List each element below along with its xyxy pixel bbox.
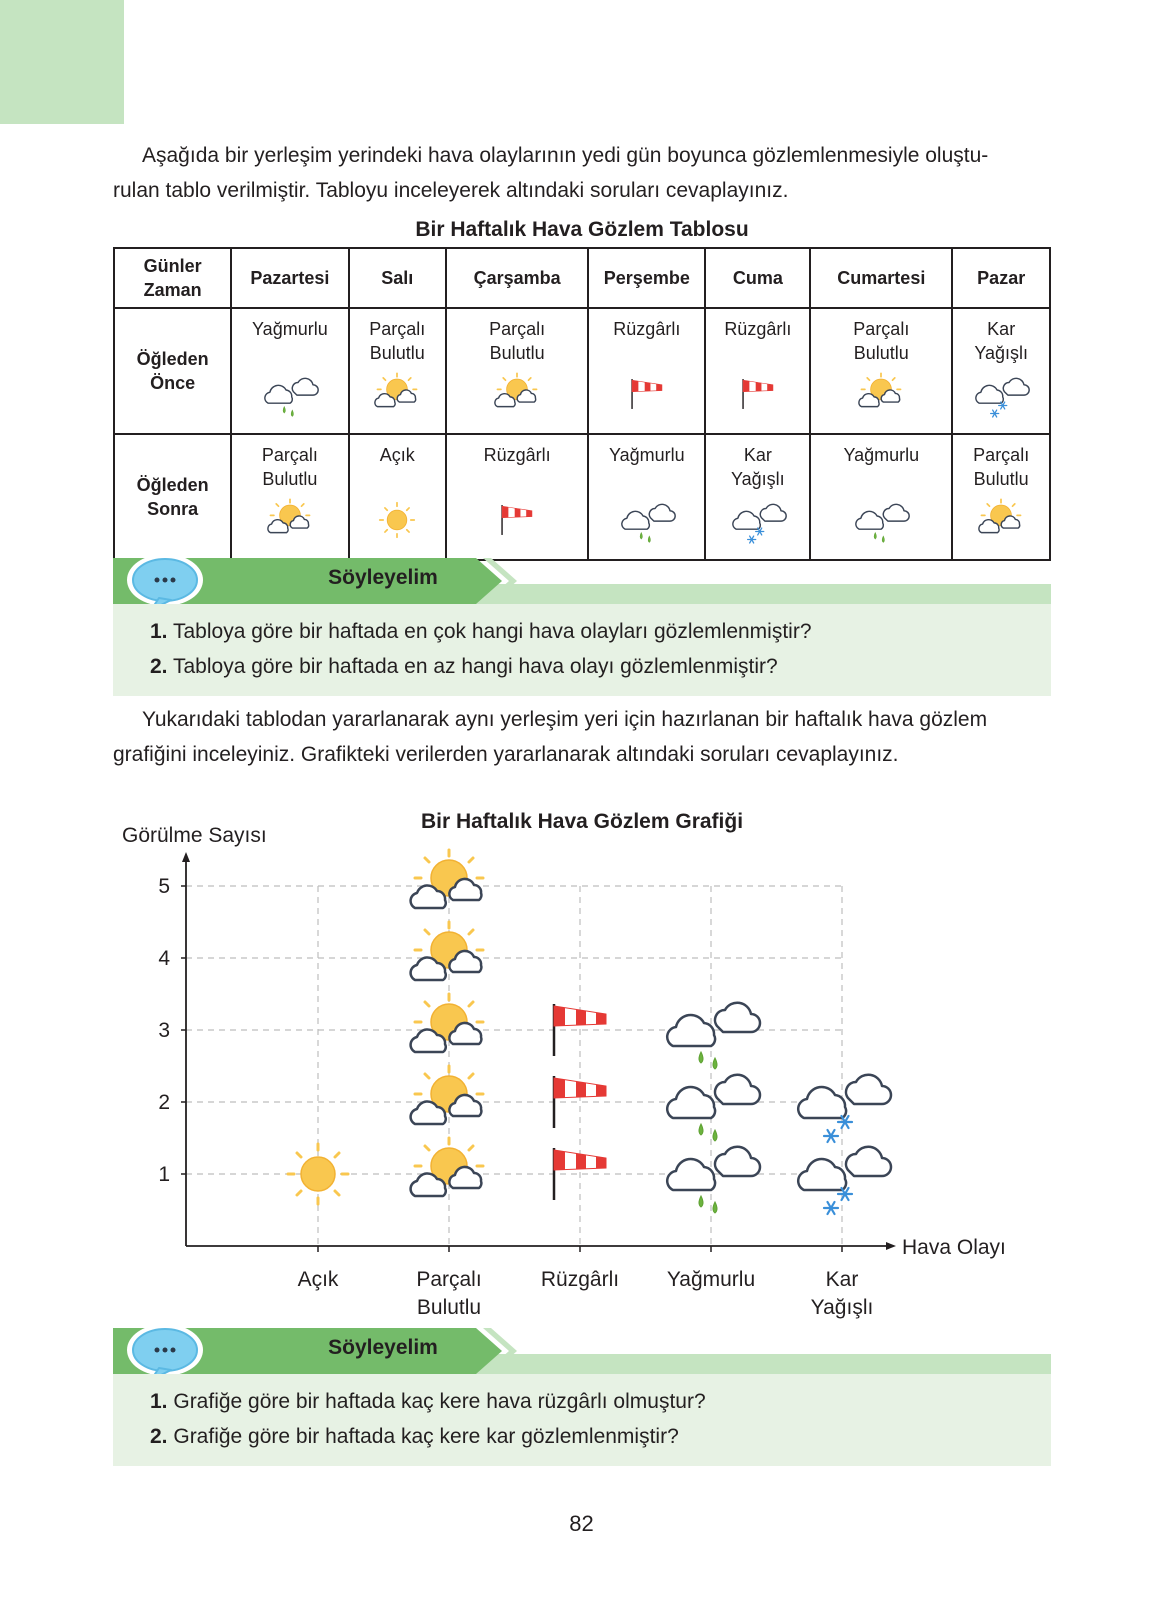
y-tick-label: 2 <box>158 1091 170 1114</box>
question-box <box>113 604 1051 696</box>
banner-label: Söyleyelim <box>328 566 438 589</box>
weather-cell <box>952 308 1050 434</box>
weather-cell-text: Parçalı Bulutlu <box>261 445 318 489</box>
sun-icon <box>365 497 429 543</box>
y-axis-label: Görülme Sayısı <box>122 824 267 847</box>
table-title: Bir Haftalık Hava Gözlem Tablosu <box>415 218 749 241</box>
snow-icon <box>969 371 1033 417</box>
weather-cell-text: Yağmurlu <box>252 319 328 339</box>
weather-cell <box>588 308 705 434</box>
banner-label: Söyleyelim <box>328 1336 438 1359</box>
pictograph-partly-cloudy-icon <box>411 1066 483 1124</box>
y-tick-label: 3 <box>158 1019 170 1042</box>
pictograph-snow-icon <box>798 1075 891 1142</box>
rain-icon <box>849 497 913 543</box>
weather-cell-text: Rüzgârlı <box>613 319 681 339</box>
y-tick-label: 1 <box>158 1163 170 1186</box>
partly-cloudy-icon <box>258 497 322 543</box>
row-label-morning: Öğleden Önce <box>114 308 231 434</box>
question-2: 2. Tabloya göre bir haftada en az hangi hava olayı gözlemlenmiştir? <box>150 655 778 678</box>
weather-cell-text: Açık <box>379 445 415 465</box>
banner-strip <box>113 556 1051 604</box>
x-axis-label: Hava Olayı <box>902 1236 1006 1259</box>
weather-cell <box>588 434 705 560</box>
weather-pictograph <box>0 824 1163 1360</box>
page-number: 82 <box>569 1511 594 1536</box>
pictograph-partly-cloudy-icon <box>411 1138 483 1196</box>
weather-cell <box>952 434 1050 560</box>
pictograph-rain-icon <box>667 1075 760 1141</box>
x-axis-arrow <box>886 1242 896 1250</box>
day-header: Perşembe <box>588 248 705 308</box>
table-row-afternoon <box>114 434 1050 560</box>
weather-cell <box>446 434 588 560</box>
question-1: 1. Tabloya göre bir haftada en çok hangi hava olayları gözlemlenmiştir? <box>150 620 812 643</box>
weather-cell-text: Yağmurlu <box>608 445 685 465</box>
weather-cell <box>446 308 588 434</box>
weather-cell-text: Parçalı Bulutlu <box>853 319 910 363</box>
partly-cloudy-icon <box>365 371 429 417</box>
weather-cell-text: Yağmurlu <box>843 445 920 465</box>
weather-table <box>113 247 1051 561</box>
corner-color-block <box>0 0 124 124</box>
x-tick-label: Açık <box>297 1268 339 1291</box>
day-header: Cumartesi <box>810 248 952 308</box>
y-axis-arrow <box>182 852 190 862</box>
discussion-box-2 <box>113 1326 1051 1466</box>
pictograph-partly-cloudy-icon <box>411 922 483 980</box>
day-header: Çarşamba <box>446 248 588 308</box>
snow-icon <box>726 497 790 543</box>
weather-cell <box>349 434 447 560</box>
pictograph-partly-cloudy-icon <box>411 850 483 908</box>
partly-cloudy-icon <box>849 371 913 417</box>
day-header: Salı <box>349 248 447 308</box>
x-tick-label: Kar <box>825 1268 859 1291</box>
y-tick-label: 5 <box>158 875 170 898</box>
weather-cell-text: Parçalı Bulutlu <box>369 319 426 363</box>
x-tick-label: Yağmurlu <box>666 1268 756 1291</box>
question-1: 1. Grafiğe göre bir haftada kaç kere hava rüzgârlı olmuştur? <box>150 1390 706 1413</box>
discussion-box-1 <box>113 556 1051 696</box>
x-tick-label: Yağışlı <box>810 1296 874 1319</box>
weather-cell <box>231 308 348 434</box>
y-tick-label: 4 <box>158 947 170 970</box>
weather-cell <box>705 434 810 560</box>
middle-paragraph: Yukarıdaki tablodan yararlanarak aynı yerleşim yeri için hazırlanan bir haftalık hava gözlem grafiğini inceleyiniz. Grafikteki verilerden yararlanarak altındaki soruları cevaplayınız. <box>113 708 988 766</box>
x-tick-label: Rüzgârlı <box>540 1268 620 1291</box>
partly-cloudy-icon <box>485 371 549 417</box>
chart-title: Bir Haftalık Hava Gözlem Grafiği <box>420 810 744 833</box>
x-tick-label: Bulutlu <box>416 1296 482 1319</box>
windsock-icon <box>726 371 790 417</box>
rain-icon <box>615 497 679 543</box>
day-header: Cuma <box>705 248 810 308</box>
weather-cell-text: Rüzgârlı <box>724 319 792 339</box>
table-row-morning <box>114 308 1050 434</box>
weather-cell-text: Rüzgârlı <box>483 445 551 465</box>
windsock-icon <box>485 497 549 543</box>
question-box <box>113 1374 1051 1466</box>
weather-cell-text: Kar Yağışlı <box>974 319 1029 363</box>
day-header: Pazar <box>952 248 1050 308</box>
day-header: Pazartesi <box>231 248 348 308</box>
weather-cell <box>705 308 810 434</box>
pictograph-snow-icon <box>798 1147 891 1214</box>
rain-icon <box>258 371 322 417</box>
pictograph-rain-icon <box>667 1147 760 1213</box>
partly-cloudy-icon <box>969 497 1033 543</box>
weather-cell-text: Parçalı Bulutlu <box>973 445 1030 489</box>
windsock-icon <box>615 371 679 417</box>
weather-cell <box>810 434 952 560</box>
pictograph-rain-icon <box>667 1003 760 1069</box>
intro-paragraph: Aşağıda bir yerleşim yerindeki hava olaylarının yedi gün boyunca gözlemlenmesiyle oluştu- rulan tablo verilmiştir. Tabloyu inceleyerek altındaki soruları cevaplayınız. <box>113 144 989 202</box>
table-corner-cell: Günler Zaman <box>114 248 231 308</box>
weather-cell-text: Parçalı Bulutlu <box>489 319 546 363</box>
question-2: 2. Grafiğe göre bir haftada kaç kere kar gözlemlenmiştir? <box>150 1425 679 1448</box>
weather-cell-text: Kar Yağışlı <box>730 445 785 489</box>
banner-strip <box>113 1326 1051 1374</box>
row-label-afternoon: Öğleden Sonra <box>114 434 231 560</box>
weather-cell <box>349 308 447 434</box>
pictograph-partly-cloudy-icon <box>411 994 483 1052</box>
x-tick-label: Parçalı <box>416 1268 482 1291</box>
table-header-row <box>114 248 1050 308</box>
weather-cell <box>810 308 952 434</box>
weather-cell <box>231 434 348 560</box>
